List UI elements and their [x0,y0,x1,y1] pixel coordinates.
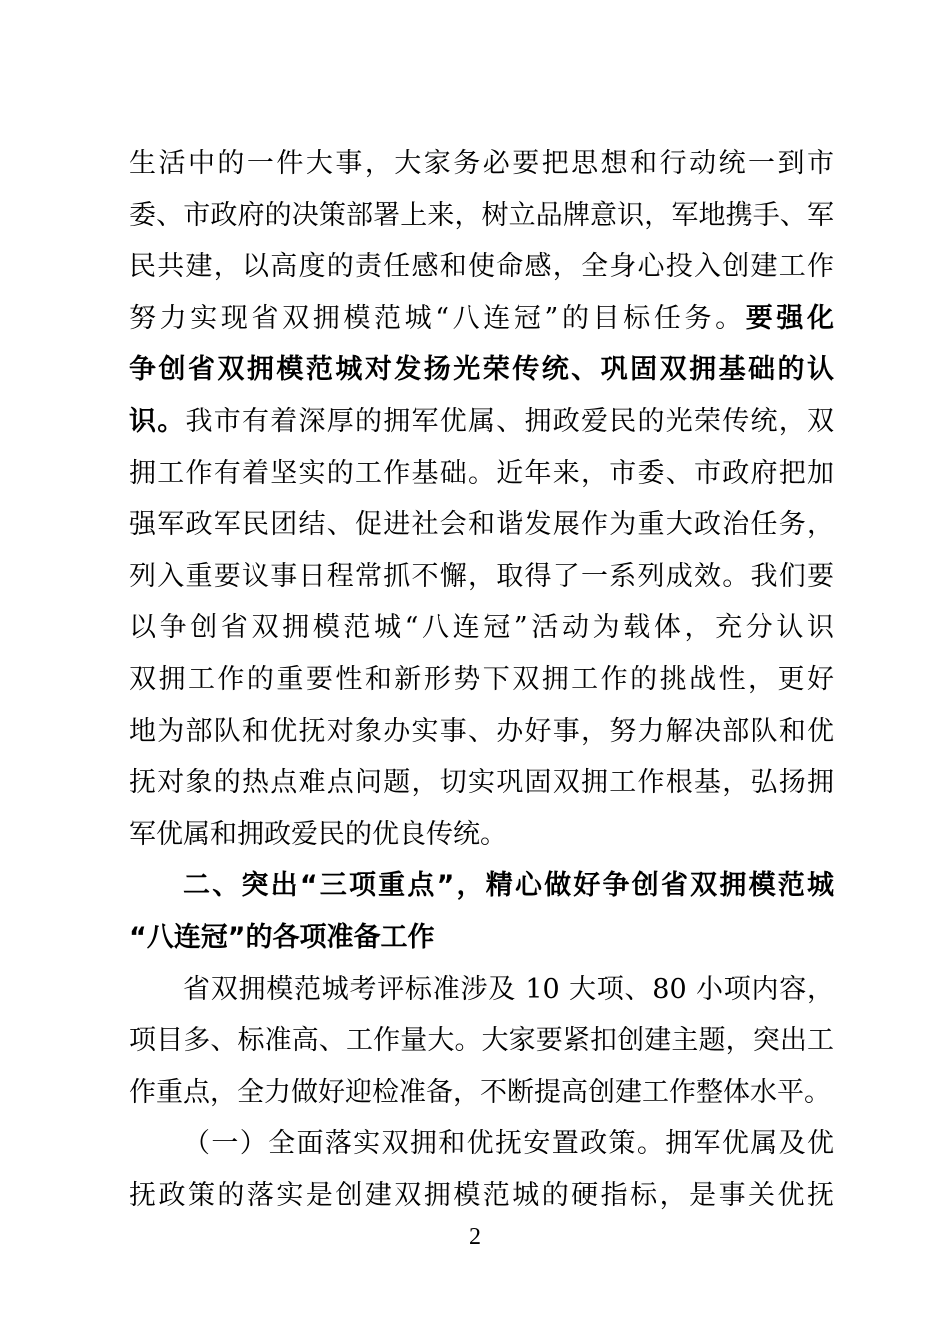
text-line [129,1170,834,1222]
text-run: 生活中的一件大事，大家务必要把思想和行动统一到市 [129,148,834,179]
text-run: 抚对象的热点难点问题，切实巩固双拥工作根基，弘扬拥 [129,767,834,799]
text-line [129,448,834,500]
text-line [129,344,834,396]
text-line [129,293,834,345]
text-run: 以争创省双拥模范城“八连冠”活动为载体，充分认识 [129,612,834,644]
section-heading [129,912,834,964]
text-line [129,499,834,551]
text-line [129,964,834,1016]
text-run: 努力实现省双拥模范城“八连冠”的目标任务。 [129,302,746,334]
body-text [129,138,834,1221]
text-line [129,138,834,190]
text-line [129,396,834,448]
text-line [129,1067,834,1119]
text-run: 项目多、标准高、工作量大。大家要紧扣创建主题，突出工 [129,1025,834,1057]
text-line [129,809,834,861]
heading-text: 二、突出“三项重点”，精心做好争创省双拥模范城 [183,870,834,902]
page-number: 2 [469,1224,481,1250]
heading-text: “八连冠”的各项准备工作 [129,921,435,953]
text-run: 作重点，全力做好迎检准备，不断提高创建工作整体水平。 [129,1076,831,1108]
text-run: 军优属和拥政爱民的优良传统。 [129,818,507,850]
text-run: 我市有着深厚的拥军优属、拥政爱民的光荣传统，双 [185,405,834,437]
text-line [129,551,834,603]
text-line [129,706,834,758]
text-run: 省双拥模范城考评标准涉及 10 大项、80 小项内容， [183,973,834,1005]
text-run: 民共建，以高度的责任感和使命感，全身心投入创建工作 [129,251,834,283]
bold-text-run: 争创省双拥模范城对发扬光荣传统、巩固双拥基础的认 [129,354,834,386]
text-line [129,1118,834,1170]
text-line [129,654,834,706]
text-run: （一）全面落实双拥和优抚安置政策。拥军优属及优 [183,1128,834,1160]
bold-text-run: 要强化 [745,302,835,334]
text-run: 列入重要议事日程常抓不懈，取得了一系列成效。我们要 [129,560,834,592]
text-run: 双拥工作的重要性和新形势下双拥工作的挑战性，更好 [129,663,834,695]
text-run: 地为部队和优抚对象办实事、办好事，努力解决部队和优 [129,715,834,747]
text-line [129,1015,834,1067]
text-run: 拥工作有着坚实的工作基础。近年来，市委、市政府把加 [129,457,834,489]
text-line [129,757,834,809]
text-line [129,241,834,293]
text-line [129,190,834,242]
section-heading [129,860,834,912]
text-line [129,602,834,654]
text-run: 抚政策的落实是创建双拥模范城的硬指标，是事关优抚 [129,1179,834,1211]
text-run: 委、市政府的决策部署上来，树立品牌意识，军地携手、军 [129,199,834,231]
text-run: 强军政军民团结、促进社会和谐发展作为重大政治任务， [129,509,834,541]
bold-text-run: 识。 [129,405,186,437]
